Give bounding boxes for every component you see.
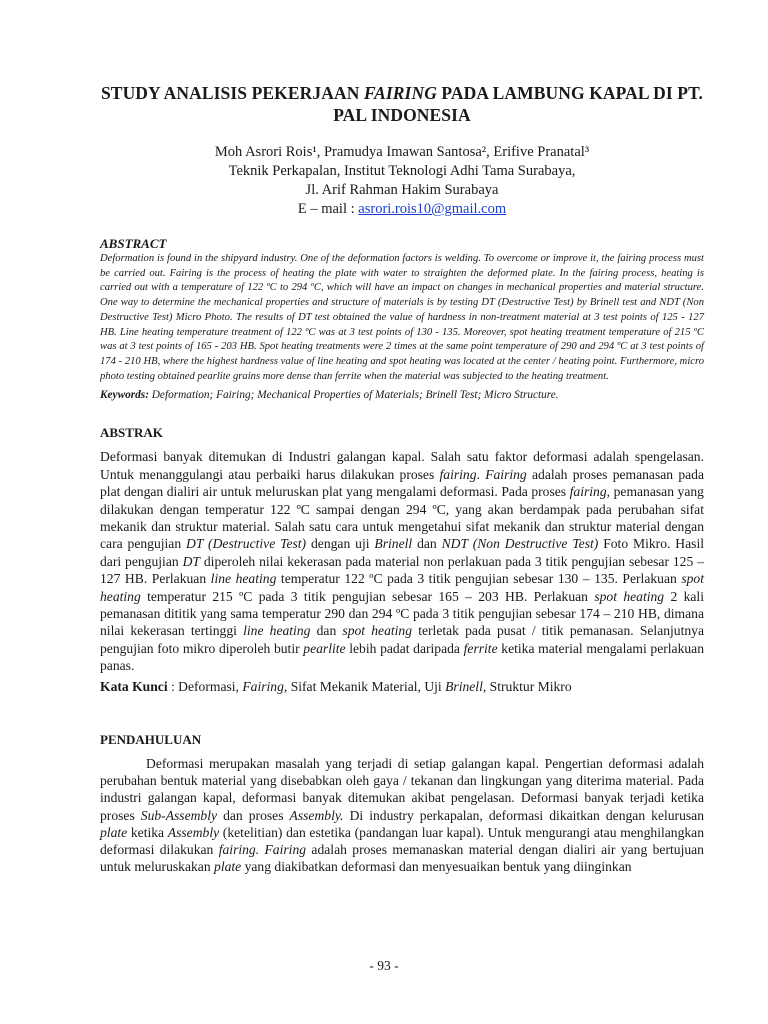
author-block (100, 143, 704, 219)
page-number: - 93 - (369, 958, 399, 973)
author-names: Moh Asrori Rois¹, Pramudya Imawan Santosa², Erifive Pranatal³ (214, 144, 590, 160)
pendahuluan-heading: PENDAHULUAN (100, 731, 202, 747)
keywords: Keywords: Deformation; Fairing; Mechanical Properties of Materials; Brinell Test; Micro Structure. (100, 389, 559, 402)
paper-title: STUDY ANALISIS PEKERJAAN FAIRING PADA LAMBUNG KAPAL DI PT. PAL INDONESIA (100, 83, 704, 125)
email-line: E – mail : asrori.rois10@gmail.com (297, 201, 507, 217)
pendahuluan-text: Deformasi merupakan masalah yang terjadi di setiap galangan kapal. Pengertian deformasi adalah perubahan bentuk material yang disebabkan oleh gaya / tekanan dan lingkungan yang diterima material. Pada industri galangan kapal, deformasi banyak ditemukan akibat pengelasan. Deformasi banyak terjadi ketika proses Sub-Assembly dan proses Assembly. Di industry perkapalan, deformasi dikaitkan dengan kelurusan plate ketika Assembly (ketelitian) dan estetika (pandangan luar kapal). Untuk mengurangi atau menghilangkan deformasi dilakukan fairing. Fairing adalah proses memanaskan material dengan dialiri air yang bertujuan untuk meluruskakan plate yang diakibatkan deformasi dan menyesuaikan bentuk yang diinginkan (100, 755, 705, 875)
paper-page (100, 82, 704, 876)
address: Jl. Arif Rahman Hakim Surabaya (305, 182, 499, 198)
abstract-heading: ABSTRACT (100, 236, 167, 251)
abstract-text: Deformation is found in the shipyard industry. One of the deformation factors is welding. To overcome or improve it, the fairing process must be carried out. Fairing is the process of heating the plate with water to straighten the deformed plate. In the fairing process, heating is carried out with a temperature of 122 ºC to 294 ºC, which will have an impact on changes in mechanical properties and material structure. One way to determine the mechanical properties and structure of materials is by testing DT (Destructive Test) by Brinell test and NDT (Non Destructive Test) Micro Photo. The results of DT test obtained the value of hardness in non-treatment material at 3 test points of 125 - 127 HB. Line heating temperature treatment of 122 ºC was at 3 test points of 130 - 135. Moreover, spot heating treatment temperature of 215 ºC was at 3 test points of 165 - 203 HB. Spot heating treatments were 2 times at the same point temperature of 290 and 294 ºC at 3 test points of 174 - 210 HB, where the highest hardness value of line heating and spot heating was located at the center / heating point. Furthermore, micro photo testing obtained pearlite grains more dense than ferrite when the material was subjected to the heating treatment. (100, 253, 704, 382)
kata-kunci: Kata Kunci : Deformasi, Fairing, Sifat Mekanik Material, Uji Brinell, Struktur Mikro (100, 678, 572, 694)
email-link[interactable]: asrori.rois10@gmail.com (358, 201, 507, 217)
abstrak-heading: ABSTRAK (100, 425, 163, 441)
affiliation: Teknik Perkapalan, Institut Teknologi Adhi Tama Surabaya, (228, 163, 576, 179)
abstrak-text: Deformasi banyak ditemukan di Industri galangan kapal. Salah satu faktor deformasi adalah spengelasan. Untuk menanggulangi atau perbaiki harus dilakukan proses fairing. Fairing adalah proses pemanasan pada plat dengan dialiri air untuk meluruskan plat yang mengalami deformasi. Pada proses fairing, pemanasan yang dilakukan dengan temperatur 122 ºC sampai dengan 294 ºC, yang akan berdampak pada perubahan sifat mekanik dan struktur material. Salah satu cara untuk mengetahui sifat mekanik dan struktur material dengan cara pengujian DT (Destructive Test) dengan uji Brinell dan NDT (Non Destructive Test) Foto Mikro. Hasil dari pengujian DT diperoleh nilai kekerasan pada material non perlakuan pada 3 titik pengujian sebesar 125 – 127 HB. Perlakuan line heating temperatur 122 ºC pada 3 titik pengujian sebesar 130 – 135. Perlakuan spot heating temperatur 215 ºC pada 3 titik pengujian sebesar 165 – 203 HB. Perlakuan spot heating 2 kali pemanasan dititik yang sama temperatur 290 dan 294 ºC pada 3 titik pengujian sebesar 174 – 210 HB, dimana nilai kekerasan tertinggi line heating dan spot heating terletak pada pusat / titik pemanasan. Selanjutnya pengujian foto mikro diperoleh butir pearlite lebih padat daripada ferrite ketika material mengalami perlakuan panas. (100, 449, 705, 674)
